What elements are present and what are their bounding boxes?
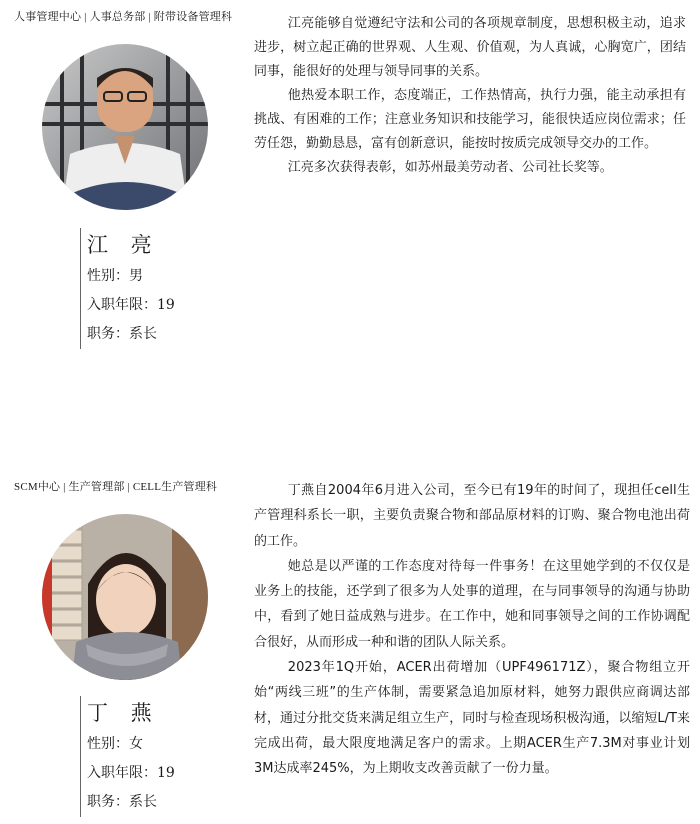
portrait-photo [42, 44, 208, 210]
profile-jiang-liang [0, 0, 700, 400]
gender-field: 性别：男 [87, 268, 143, 284]
bio-paragraph: 他热爱本职工作，态度端正，工作热情高，执行力强，能主动承担有挑战、有困难的工作；注意业务知识和技能学习，能很快适应岗位需求；任劳任怨，勤勤恳恳，富有创新意识，能按时按质完成领导交办的工作。 [254, 88, 686, 151]
tenure-field: 入职年限：19 [87, 765, 175, 781]
biography [254, 12, 686, 180]
bio-paragraph: 江亮多次获得表彰，如苏州最美劳动者、公司社长奖等。 [287, 160, 613, 175]
info-card [80, 696, 175, 817]
biography [254, 478, 690, 782]
bio-paragraph: 她总是以严谨的工作态度对待每一件事务！在这里她学到的不仅仅是业务上的技能，还学到了很多为人处事的道理，在与同事领导的沟通与协助中，看到了她日益成熟与进步。在工作中，她和同事领导之间的工作协调配合很好，从而形成一种和谐的团队人际关系。 [254, 558, 690, 650]
position-field: 职务：系长 [87, 794, 157, 810]
department-path: SCM中心 | 生产管理部 | CELL生产管理科 [14, 481, 218, 493]
person-name: 江 亮 [87, 233, 160, 257]
position-field: 职务：系长 [87, 326, 157, 342]
profile-ding-yan [0, 470, 700, 824]
portrait-photo [42, 514, 208, 680]
info-card [80, 228, 175, 349]
avatar [42, 44, 208, 210]
bio-paragraph: 丁燕自2004年6月进入公司，至今已有19年的时间了，现担任cell生产管理科系长一职，主要负责聚合物和部品原材料的订购、聚合物电池出荷的工作。 [254, 483, 690, 549]
department-path: 人事管理中心 | 人事总务部 | 附带设备管理科 [14, 11, 233, 23]
person-name: 丁 燕 [87, 701, 160, 725]
gender-field: 性别：女 [87, 736, 143, 752]
avatar [42, 514, 208, 680]
tenure-field: 入职年限：19 [87, 297, 175, 313]
bio-paragraph: 江亮能够自觉遵纪守法和公司的各项规章制度，思想积极主动，追求进步，树立起正确的世界观、人生观、价值观，为人真诚，心胸宽广，团结同事，能很好的处理与领导同事的关系。 [254, 16, 686, 79]
bio-paragraph: 2023年1Q开始，ACER出荷增加（UPF496171Z），聚合物组立开始“两线三班”的生产体制，需要紧急追加原材料，她努力跟供应商调达部材，通过分批交货来满足组立生产，同时与检查现场积极沟通，以缩短L/T来完成出荷，最大限度地满足客户的需求。上期ACER生产7.3M对事业计划3M达成率245%，为上期收支改善贡献了一份力量。 [254, 660, 690, 777]
